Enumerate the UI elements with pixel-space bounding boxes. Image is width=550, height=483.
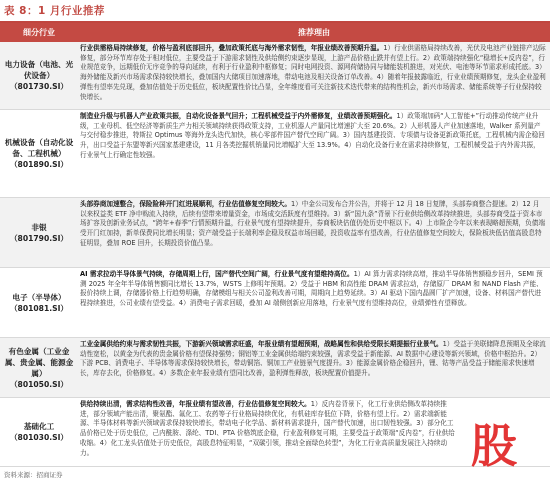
title-bar bbox=[0, 0, 550, 22]
reason-cell bbox=[80, 400, 460, 465]
reason-body: 1）反内卷背景下，化工行业供给侧改革持续推进，部分领域产能出清，聚氨酯、氟化工、农药等子行业格局持续优化，有机硅库存低位下降，价格有望上行。2）需求端新能源、半导体材料等新兴领域需求保持较快增长，带动电子化学品、新材料需求提升，国产替代加速，出口韧性较强。3）部分化工品价格已处于历史低位，己内酰胺、涤纶、TDI、PTA 价格筑底企稳，行业盈利修复可期，主要受益于政策端“反内卷”，行业供给收缩。4）化工龙头估值处于历史低位，高股息特征明显，“双碳引领，推动全面绿色转型”，为化工行业高质量发展注入持续动力。 bbox=[80, 400, 455, 457]
reason-cell bbox=[80, 44, 546, 108]
table-title: 表 8：1 月行业推荐 bbox=[4, 5, 105, 17]
reason-lead: 工业金属供给约束与需求韧性共振，下游新兴领域需求旺盛，年报业绩有望超预期，战略属性和供给受限长期提振行业景气。 bbox=[80, 340, 443, 348]
sector-code: （801730.SI） bbox=[9, 82, 69, 91]
table-row bbox=[0, 110, 550, 198]
sector-cell bbox=[0, 110, 78, 197]
sector-name: 非银 bbox=[31, 222, 47, 232]
reason-lead: 行业供需格局持续修复，价格与盈利底部回升，叠加政策托底与海外需求韧性，年报业绩改善预期升温。 bbox=[80, 44, 384, 52]
reason-lead: 头部券商加速整合，保险险种开门红进展顺利，行业估值修复空间较大。 bbox=[80, 200, 291, 208]
header-reason: 推荐理由 bbox=[298, 28, 330, 37]
sector-code: （801790.SI） bbox=[9, 233, 69, 243]
sector-cell bbox=[0, 198, 78, 267]
reason-body: 1）行业供需格局持续改善，光伏及电池产业链排产边际修复，部分环节库存处于相对低位，主要受益于下游需求韧性及供给侧约束逐步显现，上游产品价格止跌并有望上行。2）政策端持续强化“稳增长+反内卷”，行业规范竞争，远期低价无序竞争的导向延续，有利于行业盈利中枢修复；同时电网投资、源网荷储协同与储能装机推进，对光伏、电池等环节需求形成托底。3）海外储能及新兴市场需求保持较快增长，叠加国内大储项目加速落地，带动电池及相关设备订单改善。4）随着年报披露临近，行业业绩预期修复，龙头企业盈利弹性有望率先兑现，叠加估值处于历史低位，板块配置性价比凸显，全年维度看可关注新技术迭代带来的结构性机会，新兴市场需求、储能系统等子行业保持较快增长。 bbox=[80, 44, 546, 101]
source-note: 资料来源：招商证券 bbox=[4, 471, 63, 479]
sector-name: 电力设备（电池、光伏设备） bbox=[4, 60, 74, 80]
table-row bbox=[0, 268, 550, 338]
table-header bbox=[0, 23, 550, 42]
sector-cell bbox=[0, 268, 78, 337]
sector-cell bbox=[0, 338, 78, 397]
sector-code: （801890.SI） bbox=[9, 160, 69, 169]
sector-code: （801050.SI） bbox=[9, 379, 69, 389]
sector-code: （801081.SI） bbox=[9, 303, 69, 313]
sector-cell bbox=[0, 42, 78, 109]
sector-cell bbox=[0, 398, 78, 466]
reason-cell bbox=[80, 340, 546, 396]
reason-body: 1）受益于美联储降息预期及全球流动性宽松，以黄金为代表的贵金属价格有望保持强势；铜铝等工业金属供给端约束较强，需求受益于新能源、AI 数据中心建设等新兴领域，价格中枢抬升。2）下游 PCB、消费电子、半导体等需求保持较快增长，带动铜箔、铜加工产业链景气度提升。3）能源金属价格企稳回升，锂、钴等产品受益于储能需求快速增长，库存去化，价格修复。4）多数企业年报业绩有望同比改善，盈利弹性释放，板块配置价值提升。 bbox=[80, 340, 546, 378]
sector-name: 电子（半导体） bbox=[12, 292, 66, 302]
reason-lead: AI 需求拉动半导体景气持续，存储周期上行，国产替代空间广阔，行业景气度有望维持高位。 bbox=[80, 270, 354, 278]
sector-name: 有色金属（工业金属、贵金属、能源金属） bbox=[4, 346, 74, 378]
reason-body: 1）AI 算力需求持续高增，推动半导体销售额稳步回升，SEMI 预测 2025 年全年半导体销售额同比增长 13.7%，WSTS 上修明年预期。2）受益于 HBM 和高性能 DRAM 需求拉动，存储原厂 DRAM 和 NAND Flash 产能、报价持续上调，存储器价格上行趋势明确，存储模组与相关公司盈利改善可期，周期向上趋势延续。3）AI 驱动下国内晶圆厂扩产加速，设备、材料国产替代进程持续推进，公司业绩有望受益。4）消费电子需求回暖，叠加 AI 端侧创新应用落地，行业景气度有望维持高位，业绩弹性有望释放。 bbox=[80, 270, 543, 308]
reason-cell bbox=[80, 200, 546, 266]
sector-name: 基础化工 bbox=[23, 422, 55, 431]
reason-cell bbox=[80, 270, 546, 336]
sector-code: （801030.SI） bbox=[9, 433, 69, 442]
reason-lead: 制造业升级与机器人产业政策共振，自动化设备景气回升；工程机械受益于内外需修复，业绩改善预期强化。 bbox=[80, 112, 397, 120]
table-row bbox=[0, 42, 550, 110]
watermark-logo bbox=[462, 418, 526, 470]
table-row bbox=[0, 198, 550, 268]
header-sector: 细分行业 bbox=[23, 28, 55, 37]
reason-cell bbox=[80, 112, 546, 196]
reason-lead: 供给持续出清，需求结构性改善，年报业绩有望改善，行业估值修复空间较大。 bbox=[80, 400, 311, 408]
svg-text:股: 股 bbox=[471, 419, 517, 470]
sector-name: 机械设备（自动化设备、工程机械） bbox=[4, 138, 74, 158]
reason-body: 1）中金公司发布合并公告，并将于 12 月 18 日复牌，头部券商整合提速。2）12 月以来权益类 ETF 净申购流入持续，后续有望带来增量资金，市场成交活跃度有望维持。3）新“国九条”背景下行业供给侧改革持续推进，头部券商受益于资本市场扩容及创新业务试点，“跨年+春季”行情预期升温，行业景气度有望持续提升，券商板块估值仍处历史中枢以下。4）上市险企今年以来表现略超预期，负债端受开门红加持，新单保费同比增长明显；资产端受益于长端利率企稳及权益市场回暖，投资收益率有望改善，行业估值修复空间较大，保险板块低估值高股息特征明显，叠加 ROE 回升，长期投资价值凸显。 bbox=[80, 200, 545, 247]
table-row bbox=[0, 338, 550, 398]
reason-body: 1）政策端加码“人工智能+”行动推动传统产业升级，工业母机、低空经济等新质生产力相关领域持续获得政策支持，工业机器人产量同比增速扩大至 20.6%。2）人形机器人产业加速落地，Walker 系列量产与交付稳步推进，特斯拉 Optimus 等海外龙头迭代加快，核心零部件国产替代空间广阔。3）国内基建投资、专项债与设备更新政策托底，工程机械内需企稳回升，出口受益于东盟等新兴国家基建建设，11 月各类挖掘机销量同比增幅扩大至 13.9%。4）自动化设备行业在需求持续修复，工程机械受益于内外需共振，行业景气上行确定性较强。 bbox=[80, 112, 545, 159]
